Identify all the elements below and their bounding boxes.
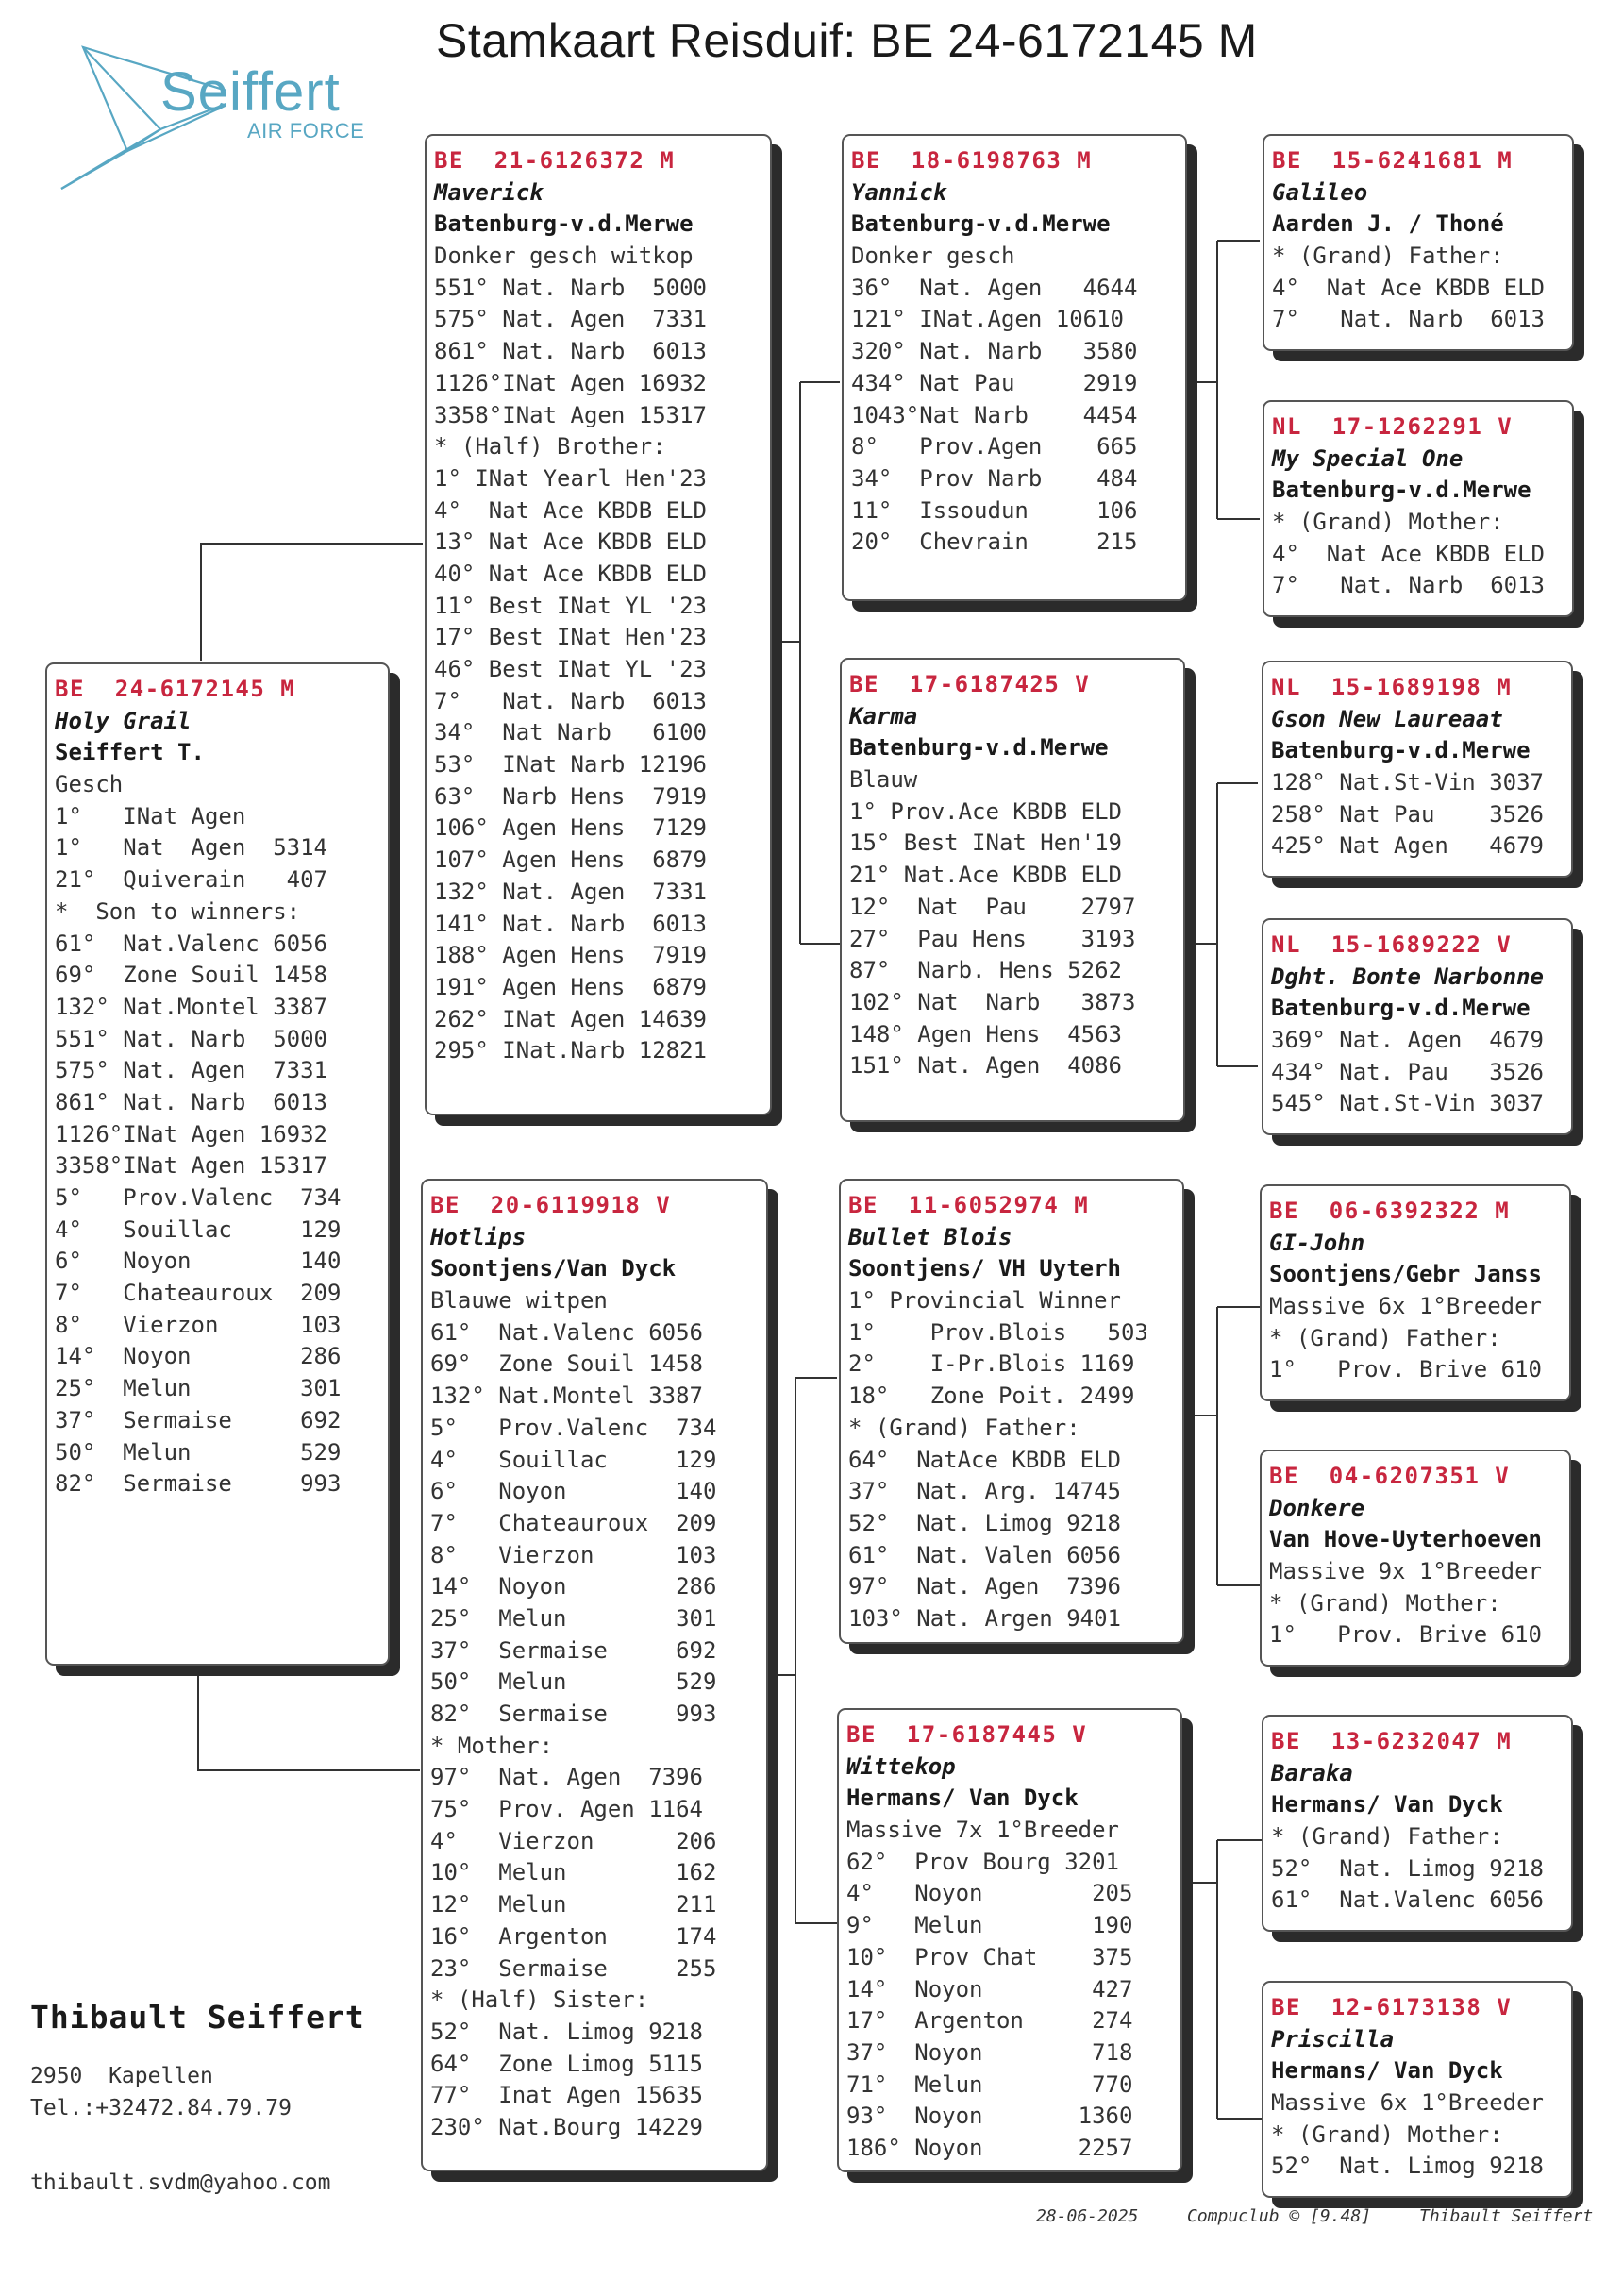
result-line: 12° Melun 211: [430, 1891, 717, 1919]
ring-number: NL 17-1262291 V: [1272, 413, 1514, 440]
result-line: 61° Nat.Valenc 6056: [430, 1318, 703, 1346]
result-line: 25° Melun 301: [55, 1375, 342, 1402]
result-line: 82° Sermaise 993: [430, 1701, 717, 1727]
pigeon-card-subject[interactable]: [45, 662, 390, 1666]
result-line: 262° INat Agen 14639: [434, 1005, 707, 1032]
result-line: 4° Nat Ace KBDB ELD: [1272, 540, 1545, 567]
result-line: 14° Noyon 286: [55, 1343, 342, 1370]
result-line: 18° Zone Poit. 2499: [848, 1383, 1135, 1410]
breeder-name: Batenburg-v.d.Merwe: [849, 734, 1109, 762]
result-line: 71° Melun 770: [846, 2070, 1133, 2098]
result-line: 132° Nat. Agen 7331: [434, 878, 707, 905]
result-line: 53° INat Narb 12196: [434, 751, 707, 779]
footer-date: 28-06-2025: [1036, 2206, 1139, 2226]
pigeon-card-mmm[interactable]: [1262, 1981, 1573, 2198]
footer-author: Thibault Seiffert: [1419, 2206, 1594, 2226]
result-line: 11° Issoudun 106: [851, 496, 1138, 524]
result-line: 4° Nat Ace KBDB ELD: [1272, 274, 1545, 301]
pigeon-name: Donkere: [1269, 1494, 1365, 1521]
result-line: 141° Nat. Narb 6013: [434, 910, 707, 937]
breeder-name: Batenburg-v.d.Merwe: [434, 210, 694, 238]
result-line: 320° Nat. Narb 3580: [851, 338, 1138, 365]
result-line: 52° Nat. Limog 9218: [1271, 1854, 1544, 1882]
result-line: 12° Nat Pau 2797: [849, 893, 1136, 920]
result-line: 151° Nat. Agen 4086: [849, 1052, 1122, 1080]
result-line: 258° Nat Pau 3526: [1271, 800, 1544, 828]
result-line: 575° Nat. Agen 7331: [55, 1057, 327, 1084]
result-line: * (Grand) Father:: [1272, 243, 1504, 270]
result-line: 861° Nat. Narb 6013: [55, 1088, 327, 1115]
breeder-name: Van Hove-Uyterhoeven: [1269, 1526, 1542, 1553]
result-line: 7° Nat. Narb 6013: [1272, 572, 1545, 599]
breeder-name: Soontjens/ VH Uyterh: [848, 1255, 1121, 1282]
pigeon-name: Holy Grail: [55, 707, 192, 734]
pigeon-name: Baraka: [1271, 1759, 1353, 1786]
breeder-name: Batenburg-v.d.Merwe: [851, 210, 1111, 238]
result-line: * (Half) Brother:: [434, 433, 666, 461]
result-line: 4° Souillac 129: [55, 1215, 342, 1243]
pigeon-name: Bullet Blois: [848, 1223, 1012, 1250]
result-line: 50° Melun 529: [430, 1668, 717, 1696]
result-line: Donker gesch: [851, 243, 1015, 270]
ring-number: BE 17-6187445 V: [846, 1721, 1088, 1748]
pigeon-card-mmf[interactable]: [1262, 1715, 1573, 1932]
result-line: 1126°INat Agen 16932: [55, 1120, 327, 1148]
owner-email: thibault.svdm@yahoo.com: [30, 2170, 331, 2195]
result-line: 1° Prov.Blois 503: [848, 1318, 1148, 1346]
result-line: 4° Noyon 205: [846, 1880, 1133, 1907]
result-line: 93° Noyon 1360: [846, 2103, 1133, 2130]
footer-software: Compuclub © [9.48]: [1187, 2206, 1372, 2226]
pigeon-name: Gson New Laureaat: [1271, 705, 1503, 732]
owner-phone: Tel.:+32472.84.79.79: [30, 2096, 292, 2120]
result-line: * (Grand) Mother:: [1272, 509, 1504, 536]
result-line: 97° Nat. Agen 7396: [848, 1573, 1121, 1600]
pigeon-card-mother-father[interactable]: [839, 1179, 1184, 1644]
result-line: * (Grand) Mother:: [1269, 1589, 1501, 1617]
result-line: 1126°INat Agen 16932: [434, 369, 707, 396]
result-line: 14° Noyon 286: [430, 1573, 717, 1600]
result-line: Massive 6x 1°Breeder: [1269, 1293, 1542, 1320]
result-line: 5° Prov.Valenc 734: [430, 1414, 717, 1441]
pigeon-card-father-father[interactable]: [842, 134, 1187, 601]
result-line: 52° Nat. Limog 9218: [430, 2018, 703, 2045]
owner-name: Thibault Seiffert: [30, 1999, 365, 2036]
result-line: 37° Sermaise 692: [55, 1406, 342, 1433]
pigeon-card-fmf[interactable]: [1262, 661, 1573, 878]
result-line: 34° Nat Narb 6100: [434, 719, 707, 746]
result-line: 7° Nat. Narb 6013: [434, 687, 707, 714]
result-line: 40° Nat Ace KBDB ELD: [434, 560, 707, 587]
result-line: 545° Nat.St-Vin 3037: [1271, 1090, 1544, 1117]
result-line: 191° Agen Hens 6879: [434, 973, 707, 1000]
result-line: 82° Sermaise 993: [55, 1470, 342, 1498]
pigeon-name: Galileo: [1272, 178, 1368, 206]
result-line: 52° Nat. Limog 9218: [848, 1509, 1121, 1536]
pigeon-name: Wittekop: [846, 1752, 956, 1780]
result-line: * Son to winners:: [55, 897, 301, 925]
result-line: 102° Nat Narb 3873: [849, 988, 1136, 1015]
result-line: Massive 6x 1°Breeder: [1271, 2089, 1544, 2117]
pigeon-card-fff[interactable]: [1263, 134, 1574, 351]
result-line: 132° Nat.Montel 3387: [430, 1383, 703, 1410]
pigeon-card-mother-mother[interactable]: [837, 1708, 1182, 2172]
pigeon-name: Priscilla: [1271, 2025, 1395, 2053]
result-line: 434° Nat Pau 2919: [851, 369, 1138, 396]
result-line: Gesch: [55, 771, 124, 798]
result-line: Massive 9x 1°Breeder: [1269, 1558, 1542, 1585]
result-line: 4° Nat Ace KBDB ELD: [434, 496, 707, 524]
ring-number: BE 17-6187425 V: [849, 671, 1091, 697]
result-line: 1043°Nat Narb 4454: [851, 401, 1138, 428]
ring-number: BE 11-6052974 M: [848, 1192, 1090, 1218]
result-line: 61° Nat.Valenc 6056: [1271, 1886, 1544, 1914]
pigeon-name: Maverick: [434, 178, 544, 206]
breeder-name: Batenburg-v.d.Merwe: [1271, 995, 1531, 1022]
pigeon-card-father[interactable]: [425, 134, 772, 1115]
owner-address: 2950 Kapellen: [30, 2064, 213, 2088]
result-line: 575° Nat. Agen 7331: [434, 306, 707, 333]
result-line: 1° INat Yearl Hen'23: [434, 464, 707, 492]
result-line: 37° Noyon 718: [846, 2038, 1133, 2066]
result-line: 1° Prov.Ace KBDB ELD: [849, 797, 1122, 825]
ring-number: BE 18-6198763 M: [851, 147, 1093, 174]
result-line: 7° Nat. Narb 6013: [1272, 306, 1545, 333]
result-line: 107° Agen Hens 6879: [434, 846, 707, 874]
result-line: 15° Best INat Hen'19: [849, 830, 1122, 857]
result-line: 10° Prov Chat 375: [846, 1943, 1133, 1970]
ring-number: BE 12-6173138 V: [1271, 1994, 1513, 2020]
pigeon-card-ffm[interactable]: [1263, 400, 1574, 617]
result-line: 2° I-Pr.Blois 1169: [848, 1350, 1135, 1378]
result-line: * (Grand) Father:: [1269, 1324, 1501, 1351]
result-line: 13° Nat Ace KBDB ELD: [434, 528, 707, 556]
result-line: 551° Nat. Narb 5000: [434, 274, 707, 301]
logo-wordmark: Seiffert: [160, 61, 341, 123]
result-line: 25° Melun 301: [430, 1604, 717, 1632]
ring-number: BE 21-6126372 M: [434, 147, 676, 174]
pigeon-card-fmm[interactable]: [1262, 918, 1573, 1135]
breeder-name: Batenburg-v.d.Merwe: [1271, 737, 1531, 764]
breeder-name: Batenburg-v.d.Merwe: [1272, 477, 1531, 504]
result-line: Donker gesch witkop: [434, 243, 694, 270]
pigeon-name: Karma: [849, 702, 918, 729]
result-line: 21° Nat.Ace KBDB ELD: [849, 862, 1122, 889]
result-line: 188° Agen Hens 7919: [434, 942, 707, 969]
result-line: 148° Agen Hens 4563: [849, 1020, 1122, 1047]
result-line: 37° Sermaise 692: [430, 1636, 717, 1664]
result-line: 61° Nat. Valen 6056: [848, 1541, 1121, 1568]
result-line: 11° Best INat YL '23: [434, 592, 707, 619]
logo-subtitle: AIR FORCE: [247, 119, 365, 142]
result-line: 14° Noyon 427: [846, 1975, 1133, 2003]
result-line: 186° Noyon 2257: [846, 2134, 1133, 2161]
result-line: 17° Argenton 274: [846, 2007, 1133, 2035]
pigeon-name: Hotlips: [430, 1223, 527, 1250]
result-line: Massive 7x 1°Breeder: [846, 1817, 1119, 1844]
pigeon-card-mfm[interactable]: [1260, 1450, 1571, 1667]
breeder-name: Hermans/ Van Dyck: [1271, 2057, 1503, 2085]
ring-number: BE 04-6207351 V: [1269, 1463, 1511, 1489]
pigeon-name: My Special One: [1272, 444, 1464, 472]
breeder-name: Hermans/ Van Dyck: [1271, 1791, 1503, 1818]
result-line: 121° INat.Agen 10610: [851, 306, 1124, 333]
result-line: 132° Nat.Montel 3387: [55, 993, 327, 1020]
breeder-name: Aarden J. / Thoné: [1272, 210, 1504, 238]
result-line: 8° Prov.Agen 665: [851, 433, 1138, 461]
result-line: 230° Nat.Bourg 14229: [430, 2113, 703, 2140]
result-line: 87° Narb. Hens 5262: [849, 957, 1122, 984]
result-line: 1° Prov. Brive 610: [1269, 1621, 1542, 1649]
result-line: 1° Nat Agen 5314: [55, 834, 327, 862]
result-line: 97° Nat. Agen 7396: [430, 1764, 703, 1791]
result-line: 4° Souillac 129: [430, 1446, 717, 1473]
result-line: 5° Prov.Valenc 734: [55, 1184, 342, 1211]
result-line: 36° Nat. Agen 4644: [851, 274, 1138, 301]
breeder-name: Seiffert T.: [55, 739, 205, 766]
result-line: 425° Nat Agen 4679: [1271, 832, 1544, 860]
result-line: 64° NatAce KBDB ELD: [848, 1446, 1121, 1473]
result-line: 7° Chateauroux 209: [430, 1509, 717, 1536]
result-line: 21° Quiverain 407: [55, 866, 327, 894]
pigeon-card-father-mother[interactable]: [840, 658, 1185, 1122]
result-line: 16° Argenton 174: [430, 1922, 717, 1950]
result-line: 6° Noyon 140: [55, 1248, 342, 1275]
result-line: 3358°INat Agen 15317: [434, 401, 707, 428]
result-line: Blauwe witpen: [430, 1287, 608, 1315]
ring-number: NL 15-1689222 V: [1271, 931, 1513, 958]
pigeon-card-mother[interactable]: [421, 1179, 768, 2171]
result-line: 7° Chateauroux 209: [55, 1280, 342, 1307]
result-line: 8° Vierzon 103: [430, 1541, 717, 1568]
result-line: * Mother:: [430, 1732, 554, 1759]
result-line: * (Half) Sister:: [430, 1986, 649, 2014]
result-line: 69° Zone Souil 1458: [55, 962, 327, 989]
result-line: 23° Sermaise 255: [430, 1954, 717, 1982]
result-line: Blauw: [849, 766, 918, 794]
result-line: 369° Nat. Agen 4679: [1271, 1027, 1544, 1054]
result-line: 861° Nat. Narb 6013: [434, 338, 707, 365]
result-line: 20° Chevrain 215: [851, 528, 1138, 556]
result-line: 63° Narb Hens 7919: [434, 782, 707, 810]
result-line: 46° Best INat YL '23: [434, 656, 707, 682]
ring-number: BE 13-6232047 M: [1271, 1728, 1513, 1754]
result-line: 6° Noyon 140: [430, 1478, 717, 1505]
result-line: 103° Nat. Argen 9401: [848, 1604, 1121, 1632]
result-line: * (Grand) Father:: [848, 1414, 1080, 1441]
result-line: 9° Melun 190: [846, 1912, 1133, 1939]
result-line: 4° Vierzon 206: [430, 1827, 717, 1854]
owner-block: [30, 1999, 365, 2124]
breeder-name: Soontjens/Gebr Janss: [1269, 1261, 1542, 1288]
pigeon-card-mff[interactable]: [1260, 1184, 1571, 1401]
result-line: 1° Provincial Winner: [848, 1287, 1121, 1315]
result-line: 77° Inat Agen 15635: [430, 2082, 703, 2109]
result-line: 62° Prov Bourg 3201: [846, 1848, 1119, 1875]
breeder-name: Hermans/ Van Dyck: [846, 1785, 1079, 1812]
result-line: * (Grand) Mother:: [1271, 2120, 1503, 2148]
result-line: * (Grand) Father:: [1271, 1823, 1503, 1851]
result-line: 17° Best INat Hen'23: [434, 624, 707, 651]
result-line: 75° Prov. Agen 1164: [430, 1796, 703, 1823]
result-line: 10° Melun 162: [430, 1859, 717, 1886]
pigeon-name: GI-John: [1269, 1229, 1365, 1256]
result-line: 295° INat.Narb 12821: [434, 1037, 707, 1064]
ring-number: NL 15-1689198 M: [1271, 674, 1513, 700]
result-line: 27° Pau Hens 3193: [849, 925, 1136, 952]
result-line: 1° INat Agen: [55, 802, 246, 830]
ring-number: BE 24-6172145 M: [55, 676, 296, 702]
result-line: 34° Prov Narb 484: [851, 464, 1138, 492]
result-line: 1° Prov. Brive 610: [1269, 1356, 1542, 1383]
breeder-name: Soontjens/Van Dyck: [430, 1255, 677, 1282]
result-line: 551° Nat. Narb 5000: [55, 1025, 327, 1052]
result-line: 106° Agen Hens 7129: [434, 814, 707, 842]
result-line: 37° Nat. Arg. 14745: [848, 1478, 1121, 1505]
ring-number: BE 15-6241681 M: [1272, 147, 1514, 174]
pigeon-name: Yannick: [851, 178, 947, 206]
result-line: 61° Nat.Valenc 6056: [55, 930, 327, 957]
result-line: 8° Vierzon 103: [55, 1311, 342, 1338]
result-line: 52° Nat. Limog 9218: [1271, 2153, 1544, 2180]
page-title: Stamkaart Reisduif: BE 24-6172145 M: [436, 14, 1258, 67]
ring-number: BE 20-6119918 V: [430, 1192, 672, 1218]
result-line: 50° Melun 529: [55, 1438, 342, 1466]
result-line: 434° Nat. Pau 3526: [1271, 1058, 1544, 1085]
pigeon-name: Dght. Bonte Narbonne: [1271, 963, 1544, 990]
result-line: 128° Nat.St-Vin 3037: [1271, 769, 1544, 796]
result-line: 69° Zone Souil 1458: [430, 1350, 703, 1378]
ring-number: BE 06-6392322 M: [1269, 1198, 1511, 1224]
result-line: 64° Zone Limog 5115: [430, 2050, 703, 2077]
result-line: 3358°INat Agen 15317: [55, 1152, 327, 1180]
